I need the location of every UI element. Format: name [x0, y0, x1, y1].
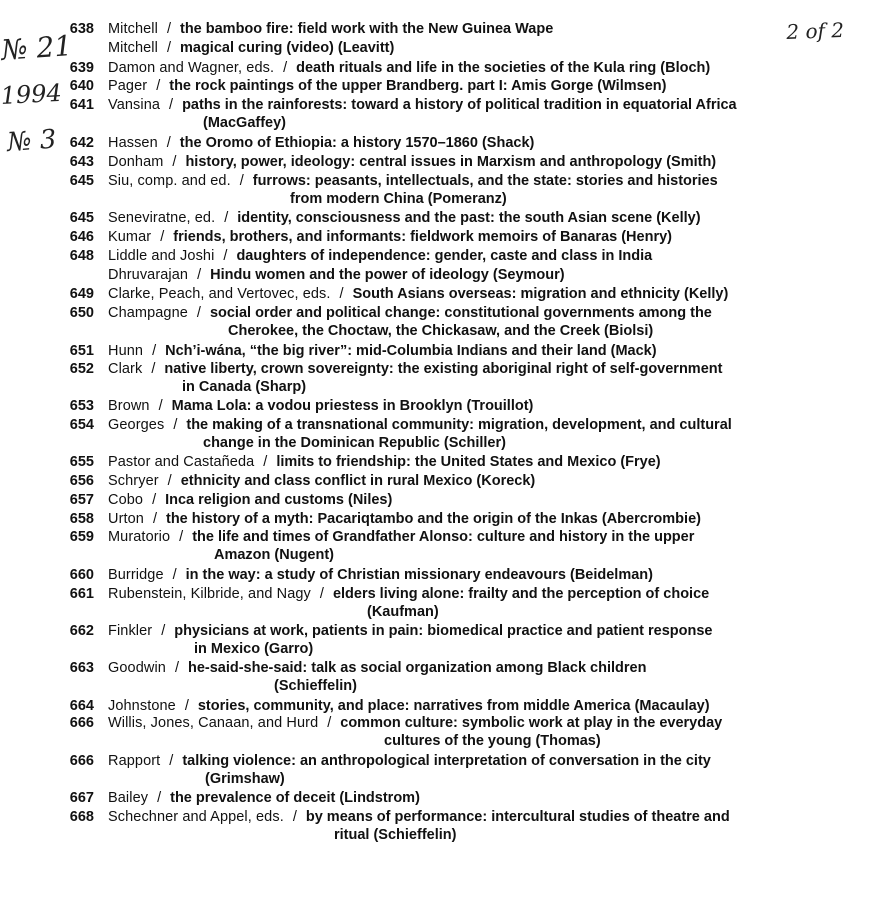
entry-line — [108, 285, 728, 303]
entry-author: Donham — [108, 154, 164, 170]
entry-number: 659 — [69, 529, 94, 545]
entry-line — [108, 96, 737, 114]
entry-line — [108, 789, 420, 807]
entry-title: in the way: a study of Christian missionary endeavours (Beidelman) — [185, 567, 653, 583]
entry-number: 646 — [69, 229, 94, 245]
entry-separator: / — [184, 698, 189, 714]
entry-line — [108, 714, 722, 732]
entry-line — [108, 247, 652, 265]
entry-separator: / — [223, 248, 228, 264]
entry-line — [108, 59, 710, 77]
entry-author: Finkler — [108, 623, 153, 639]
entry-author: Johnstone — [108, 698, 176, 714]
entry-line — [108, 342, 657, 360]
entry-separator: / — [152, 343, 157, 359]
entry-title: Hindu women and the power of ideology (Seymour) — [210, 267, 565, 283]
entry-number: 645 — [69, 210, 94, 226]
entry-separator: / — [239, 173, 244, 189]
entry-line — [108, 566, 653, 584]
entry-number: 657 — [69, 492, 94, 508]
entry-line — [108, 510, 701, 528]
entry-title: common culture: symbolic work at play in the everyday — [340, 715, 723, 731]
entry-title: identity, consciousness and the past: the south Asian scene (Kelly) — [237, 210, 701, 226]
entry-separator: / — [339, 286, 344, 302]
entry-title: the prevalence of deceit (Lindstrom) — [170, 790, 420, 806]
entry-separator: / — [197, 267, 202, 283]
entry-title: furrows: peasants, intellectuals, and the state: stories and histories — [252, 173, 718, 189]
entry-separator: / — [167, 473, 172, 489]
entry-separator: / — [151, 361, 156, 377]
entry-number: 638 — [69, 21, 94, 37]
entry-separator: / — [152, 511, 157, 527]
entry-title-continuation: Cherokee, the Choctaw, the Chickasaw, and the Creek (Biolsi) — [228, 323, 654, 339]
entry-separator: / — [157, 790, 162, 806]
entry-line — [108, 528, 694, 546]
entry-number: 648 — [69, 248, 94, 264]
entry-author: Rapport — [108, 753, 161, 769]
entry-author: Damon and Wagner, eds. — [108, 60, 275, 76]
entry-author: Clark — [108, 361, 143, 377]
entry-line — [108, 77, 666, 95]
handwritten-note-left-bottom: № 3 — [6, 124, 58, 158]
entry-number: 658 — [69, 511, 94, 527]
entry-separator: / — [169, 97, 174, 113]
entry-number: 650 — [69, 305, 94, 321]
entry-author: Willis, Jones, Canaan, and Hurd — [108, 715, 319, 731]
entry-title: South Asians overseas: migration and ethnicity (Kelly) — [352, 286, 729, 302]
entry-author: Pastor and Castañeda — [108, 454, 255, 470]
entry-line — [108, 360, 722, 378]
entry-author: Hassen — [108, 135, 158, 151]
entry-separator: / — [319, 586, 324, 602]
entry-line — [108, 808, 730, 826]
entry-separator: / — [152, 492, 157, 508]
handwritten-note-left-top: № 21 — [0, 29, 74, 67]
entry-line — [108, 622, 713, 640]
entry-title-continuation: Amazon (Nugent) — [214, 547, 335, 563]
entry-number: 642 — [69, 135, 94, 151]
entry-number: 654 — [69, 417, 94, 433]
entry-separator: / — [161, 623, 166, 639]
entry-line — [108, 491, 392, 509]
entry-title: native liberty, crown sovereignty: the existing aboriginal right of self-government — [164, 361, 723, 377]
entry-separator: / — [160, 229, 165, 245]
entry-title-continuation: cultures of the young (Thomas) — [384, 733, 601, 749]
entry-author: Seneviratne, ed. — [108, 210, 216, 226]
entry-number: 639 — [69, 60, 94, 76]
entry-separator: / — [283, 60, 288, 76]
entry-line — [108, 697, 710, 715]
entry-title: the making of a transnational community: migration, development, and cultural — [186, 417, 732, 433]
entry-line — [108, 209, 701, 227]
entry-separator: / — [263, 454, 268, 470]
entry-author: Goodwin — [108, 660, 166, 676]
entry-author: Bailey — [108, 790, 149, 806]
entry-number: 656 — [69, 473, 94, 489]
entry-author: Vansina — [108, 97, 161, 113]
entry-title: stories, community, and place: narratives from middle America (Macaulay) — [197, 698, 710, 714]
entry-number: 655 — [69, 454, 94, 470]
entry-number: 662 — [69, 623, 94, 639]
entry-line — [108, 472, 535, 490]
entry-line — [108, 266, 565, 284]
entry-title: the Oromo of Ethiopia: a history 1570–1860 (Shack) — [179, 135, 535, 151]
entry-title-continuation: in Mexico (Garro) — [194, 641, 314, 657]
entry-line — [108, 134, 534, 152]
entry-author: Schechner and Appel, eds. — [108, 809, 284, 825]
entry-title: he-said-she-said: talk as social organization among Black children — [187, 660, 647, 676]
entry-author: Muratorio — [108, 529, 171, 545]
entry-line — [108, 453, 661, 471]
entry-title: social order and political change: constitutional governments among the — [209, 305, 712, 321]
entry-title: limits to friendship: the United States and Mexico (Frye) — [276, 454, 661, 470]
entry-number: 645 — [69, 173, 94, 189]
entry-title-continuation: (Grimshaw) — [205, 771, 285, 787]
entry-separator: / — [172, 567, 177, 583]
entry-author: Kumar — [108, 229, 152, 245]
entry-title: physicians at work, patients in pain: biomedical practice and patient response — [174, 623, 713, 639]
entry-separator: / — [169, 753, 174, 769]
entry-line — [108, 153, 716, 171]
entry-line — [108, 585, 709, 603]
entry-title: Inca religion and customs (Niles) — [165, 492, 393, 508]
handwritten-note-left-middle: 1994 — [0, 78, 63, 110]
entry-line — [108, 304, 712, 322]
entry-separator: / — [179, 529, 184, 545]
entry-title: ethnicity and class conflict in rural Mexico (Koreck) — [180, 473, 536, 489]
entry-number: 651 — [69, 343, 94, 359]
entry-number: 666 — [69, 715, 94, 731]
entry-title: elders living alone: frailty and the perception of choice — [332, 586, 710, 602]
handwritten-note-right-top: 2 of 2 — [786, 17, 845, 44]
entry-author: Rubenstein, Kilbride, and Nagy — [108, 586, 311, 602]
entry-title: Mama Lola: a vodou priestess in Brooklyn (Trouillot) — [171, 398, 534, 414]
entry-title-continuation: (Kaufman) — [367, 604, 439, 620]
entry-author: Mitchell — [108, 21, 158, 37]
entry-number: 664 — [69, 698, 94, 714]
entry-author: Champagne — [108, 305, 188, 321]
entry-author: Siu, comp. and ed. — [108, 173, 231, 189]
entry-author: Urton — [108, 511, 144, 527]
entry-number: 668 — [69, 809, 94, 825]
entry-number: 667 — [69, 790, 94, 806]
entry-title: by means of performance: intercultural studies of theatre and — [305, 809, 730, 825]
entry-line — [108, 39, 394, 57]
entry-number: 661 — [69, 586, 94, 602]
entry-author: Clarke, Peach, and Vertovec, eds. — [108, 286, 331, 302]
entry-number: 649 — [69, 286, 94, 302]
entry-line — [108, 416, 732, 434]
entry-title: friends, brothers, and informants: fieldwork memoirs of Banaras (Henry) — [173, 229, 672, 245]
entry-separator: / — [156, 78, 161, 94]
entry-title-continuation: (MacGaffey) — [203, 115, 286, 131]
entry-author: Burridge — [108, 567, 164, 583]
entry-separator: / — [174, 660, 179, 676]
entry-number: 653 — [69, 398, 94, 414]
entry-line — [108, 397, 533, 415]
entry-line — [108, 20, 553, 38]
entry-separator: / — [224, 210, 229, 226]
entry-number: 643 — [69, 154, 94, 170]
entry-separator: / — [173, 417, 178, 433]
entry-title-continuation: in Canada (Sharp) — [182, 379, 307, 395]
entry-author: Hunn — [108, 343, 144, 359]
entry-line — [108, 659, 646, 677]
entry-title-continuation: (Schieffelin) — [274, 678, 357, 694]
entry-title: history, power, ideology: central issues in Marxism and anthropology (Smith) — [185, 154, 717, 170]
entry-title: daughters of independence: gender, caste and class in India — [236, 248, 653, 264]
entry-separator: / — [158, 398, 163, 414]
entry-title: Nch’i-wána, “the big river”: mid-Columbia Indians and their land (Mack) — [165, 343, 657, 359]
entry-separator: / — [196, 305, 201, 321]
entry-title-continuation: change in the Dominican Republic (Schiller) — [203, 435, 506, 451]
entry-title: the bamboo fire: field work with the New Guinea Wape — [179, 21, 554, 37]
entry-author: Schryer — [108, 473, 159, 489]
entry-title: the history of a myth: Pacariqtambo and the origin of the Inkas (Abercrombie) — [166, 511, 701, 527]
entry-author: Liddle and Joshi — [108, 248, 215, 264]
entry-number: 640 — [69, 78, 94, 94]
entry-title: magical curing (video) (Leavitt) — [179, 40, 395, 56]
entry-title: the life and times of Grandfather Alonso: culture and history in the upper — [192, 529, 695, 545]
entry-author: Georges — [108, 417, 165, 433]
entry-separator: / — [327, 715, 332, 731]
entry-number: 666 — [69, 753, 94, 769]
entry-author: Mitchell — [108, 40, 158, 56]
entry-author: Cobo — [108, 492, 144, 508]
entry-title: the rock paintings of the upper Brandberg. part I: Amis Gorge (Wilmsen) — [169, 78, 667, 94]
entry-number: 660 — [69, 567, 94, 583]
entry-number: 641 — [69, 97, 94, 113]
entry-title: death rituals and life in the societies of the Kula ring (Bloch) — [296, 60, 711, 76]
entry-separator: / — [166, 40, 171, 56]
entry-separator: / — [166, 21, 171, 37]
entry-line — [108, 752, 711, 770]
entry-title: paths in the rainforests: toward a history of political tradition in equatorial Africa — [182, 97, 737, 113]
entry-separator: / — [172, 154, 177, 170]
entry-number: 652 — [69, 361, 94, 377]
entry-title: talking violence: an anthropological interpretation of conversation in the city — [182, 753, 711, 769]
entry-line — [108, 172, 718, 190]
entry-author: Pager — [108, 78, 148, 94]
entry-title-continuation: from modern China (Pomeranz) — [290, 191, 507, 207]
entry-author: Brown — [108, 398, 150, 414]
entry-title-continuation: ritual (Schieffelin) — [334, 827, 457, 843]
entry-line — [108, 228, 672, 246]
entry-number: 663 — [69, 660, 94, 676]
entry-author: Dhruvarajan — [108, 267, 189, 283]
entry-separator: / — [166, 135, 171, 151]
entry-separator: / — [292, 809, 297, 825]
